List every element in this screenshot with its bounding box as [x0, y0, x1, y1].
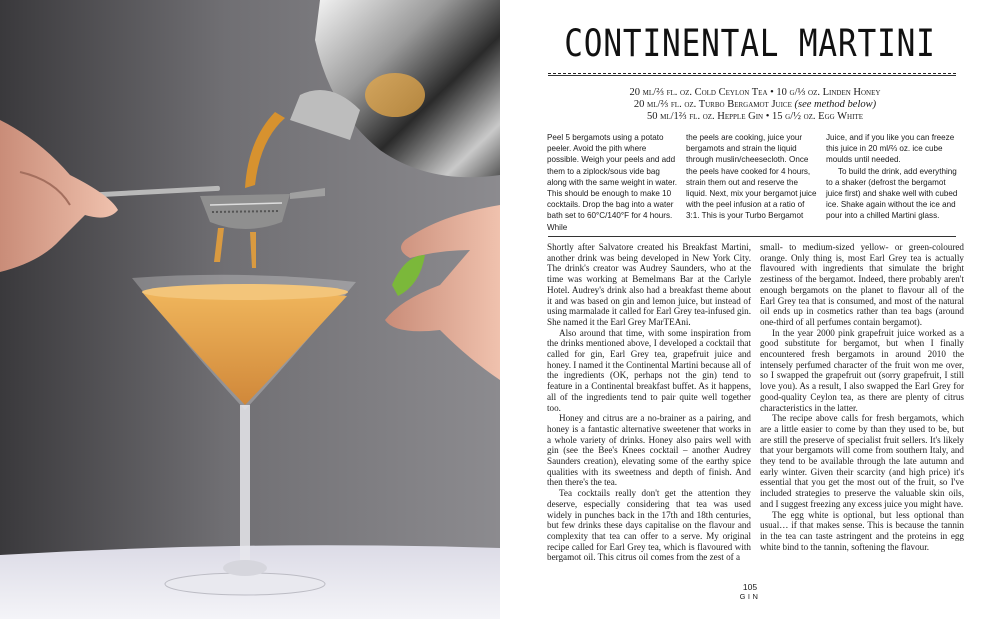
page-footer [500, 582, 1000, 602]
ingredient-line: 50 ml/1⅔ fl. oz. Hepple Gin • 15 g/½ oz. Egg White [647, 111, 863, 122]
ingredient-line [560, 99, 950, 111]
body-paragraph: The egg white is optional, but less optional than usual… if that makes sense. This is because the tannin in the tea can taste astringent and the proteins in egg white bind to the tannin, softening the flavour. [760, 509, 964, 552]
method-paragraph: To build the drink, add everything to a shaker (defrost the bergamot juice first) and shake well with cubed ice. Shake again without the ice and pour into a chilled Martini glass. [826, 166, 958, 221]
ingredient-text: 20 ml/⅔ fl. oz. Turbo Bergamot Juice [633, 99, 792, 110]
method-column-1 [547, 132, 680, 233]
body-column-2 [760, 242, 964, 552]
ingredient-line: 20 ml/⅔ fl. oz. Cold Ceylon Tea • 10 g/⅓ oz. Linden Honey [629, 87, 881, 98]
body-paragraph: small- to medium-sized yellow- or green-coloured orange. Only thing is, most Earl Grey tea is actually flavoured with ingredients that simulate the bright zestiness of the bergamot. Indeed, there probably aren't enough bergamots on the planet to flavour all of the Earl Grey tea that is consumed, and most of the natural oil ends up in cosmetics rather than tea bags (around one-third of all perfumes contain bergamot). [760, 242, 964, 327]
method-column-2 [686, 132, 819, 222]
method-column-3 [826, 132, 959, 222]
body-paragraph: Honey and citrus are a no-brainer as a pairing, and honey is a fantastic alternative sweetener that works in a whole variety of drinks. Honey also pairs well with gin (see the Bee's Knees cocktail – another Audrey Saunders creation), elevating some of the earthy spice qualities with its sweetness and depth of finish. And then there's the tea. [547, 413, 751, 488]
body-paragraph: Also around that time, with some inspiration from the drinks mentioned above, I developed a cocktail that called for gin, Earl Grey tea, grapefruit juice and honey. I named it the Continental Martini because all of the ingredients (OK, perhaps not the gin) tend to feature in a Continental breakfast buffet. As it happens, all of the ingredients tend to pair quite well together too. [547, 327, 751, 413]
body-paragraph: The recipe above calls for fresh bergamots, which are a little easier to come by than they used to be, but are still the preserve of specialist fruit sellers. It's likely that your bergamots will come from southern Italy, and they tend to be available through the late autumn and early winter. Given their scarcity (and high price) it's essential that you get the most out of the fruit, so I've included strategies to preserve the valuable skin oils, and I suggest freezing any excess juice you might have. [760, 413, 964, 509]
page-number: 105 [742, 582, 758, 592]
title-rule-solid [548, 75, 956, 76]
method-divider [548, 236, 956, 237]
method-paragraph: Juice, and if you like you can freeze this juice in 20 ml/⅔ oz. ice cube moulds until needed. [826, 133, 955, 165]
recipe-page [500, 0, 1000, 619]
body-paragraph: Shortly after Salvatore created his Breakfast Martini, another drink was being developed in New York City. The drink's creator was Audrey Saunders, who at the time was working at Bemelmans Bar at the Carlyle Hotel. Audrey's drink also had a breakfast theme about it and was based on gin and lemon juice, but instead of using marmalade it called for Earl Grey tea-infused gin. She named it the Earl Grey MarTEAni. [547, 242, 751, 327]
ingredient-note: (see method below) [794, 99, 877, 110]
body-paragraph: Tea cocktails really don't get the attention they deserve, especially considering that tea was used widely in punches back in the 17th and 18th centuries, but few drinks these days capitalise on the flavour and complexity that tea can offer to a serve. My original recipe called for Earl Grey tea, which is flavoured with bergamot oil. This citrus oil comes from the zest of a [547, 488, 751, 563]
method-paragraph: Peel 5 bergamots using a potato peeler. Avoid the pith where possible. Weigh your peels and add them to a ziplock/sous vide bag along with the same weight in water. This should be enough to make 10 cocktails. Drop the bag into a water bath set to 60°C/140°F for 4 hours. While [547, 133, 678, 232]
method-paragraph: the peels are cooking, juice your bergamots and strain the liquid through muslin/cheesecloth. Once the peels have cooked for 4 hours, strain them out and reserve the liquid. Next, mix your bergamot juice with the peel infusion at a ratio of 3:1. This is your Turbo Bergamot [686, 133, 817, 221]
title-rule-dashed [548, 73, 956, 74]
section-name: GIN [739, 592, 761, 601]
ingredient-list [560, 87, 950, 123]
page-title: CONTINENTAL MARTINI [564, 22, 936, 65]
body-column-1 [547, 242, 751, 563]
body-paragraph: In the year 2000 pink grapefruit juice worked as a good substitute for bergamot, but when I finally encountered fresh bergamots in around 2010 the intensely perfumed character of the fruit won me over, so I swapped the grapefruit out (sorry grapefruit, I still love you). As a result, I also swapped the Earl Grey for good-quality Ceylon tea, as there are plenty of citrus characteristics in the latter. [760, 327, 964, 413]
